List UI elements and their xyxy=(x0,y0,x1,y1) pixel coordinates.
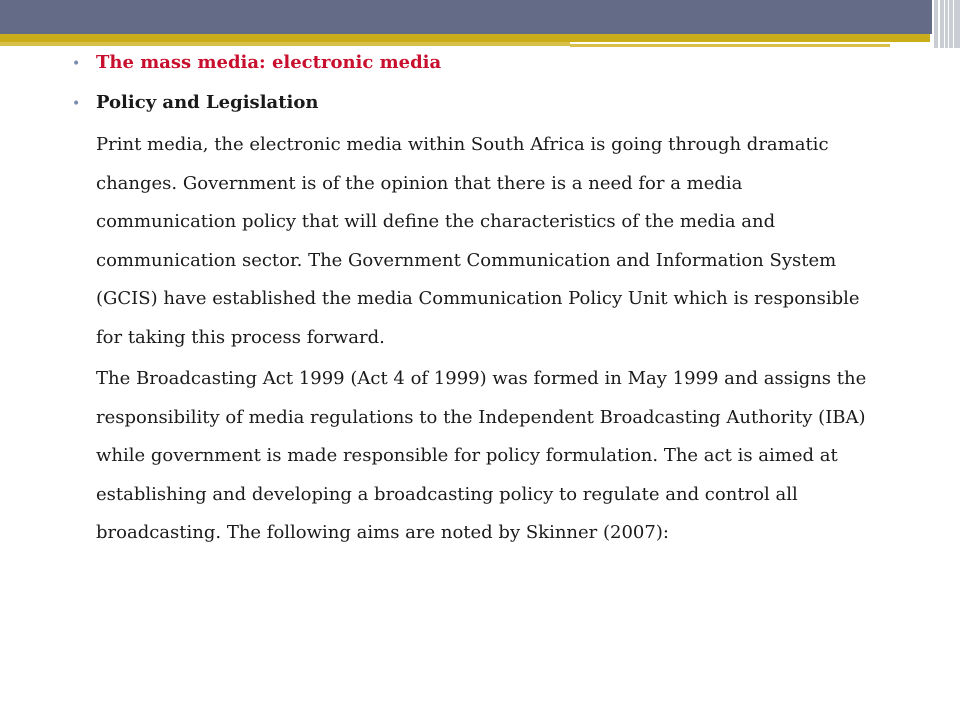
paragraph-print-media xyxy=(96,126,896,357)
paragraph-line: communication sector. The Government Communication and Information System xyxy=(96,249,837,271)
paragraph-broadcasting-act xyxy=(96,360,896,553)
bullet-icon: • xyxy=(72,96,81,112)
paragraph-line: changes. Government is of the opinion that there is a need for a media xyxy=(96,172,743,194)
heading-text: The mass media: electronic media xyxy=(96,52,442,73)
bullet-heading-mass-media xyxy=(72,52,441,73)
paragraph-line: responsibility of media regulations to the Independent Broadcasting Authority (IBA) xyxy=(96,406,866,428)
paragraph-line: The Broadcasting Act 1999 (Act 4 of 1999) was formed in May 1999 and assigns the xyxy=(96,368,867,389)
paragraph-line: broadcasting. The following aims are noted by Skinner (2007): xyxy=(96,522,669,543)
heading-text: Policy and Legislation xyxy=(96,92,319,113)
bullet-heading-policy xyxy=(72,92,318,113)
bullet-icon: • xyxy=(72,56,81,72)
paragraph-line: while government is made responsible for policy formulation. The act is aimed at xyxy=(96,445,838,466)
paragraph-line: (GCIS) have established the media Communication Policy Unit which is responsible xyxy=(96,288,860,309)
paragraph-line: for taking this process forward. xyxy=(96,326,385,348)
paragraph-line: Print media, the electronic media within South Africa is going through dramatic xyxy=(96,134,829,155)
paragraph-line: establishing and developing a broadcasting policy to regulate and control all xyxy=(96,483,798,505)
paragraph-line: communication policy that will define the characteristics of the media and xyxy=(96,211,776,232)
